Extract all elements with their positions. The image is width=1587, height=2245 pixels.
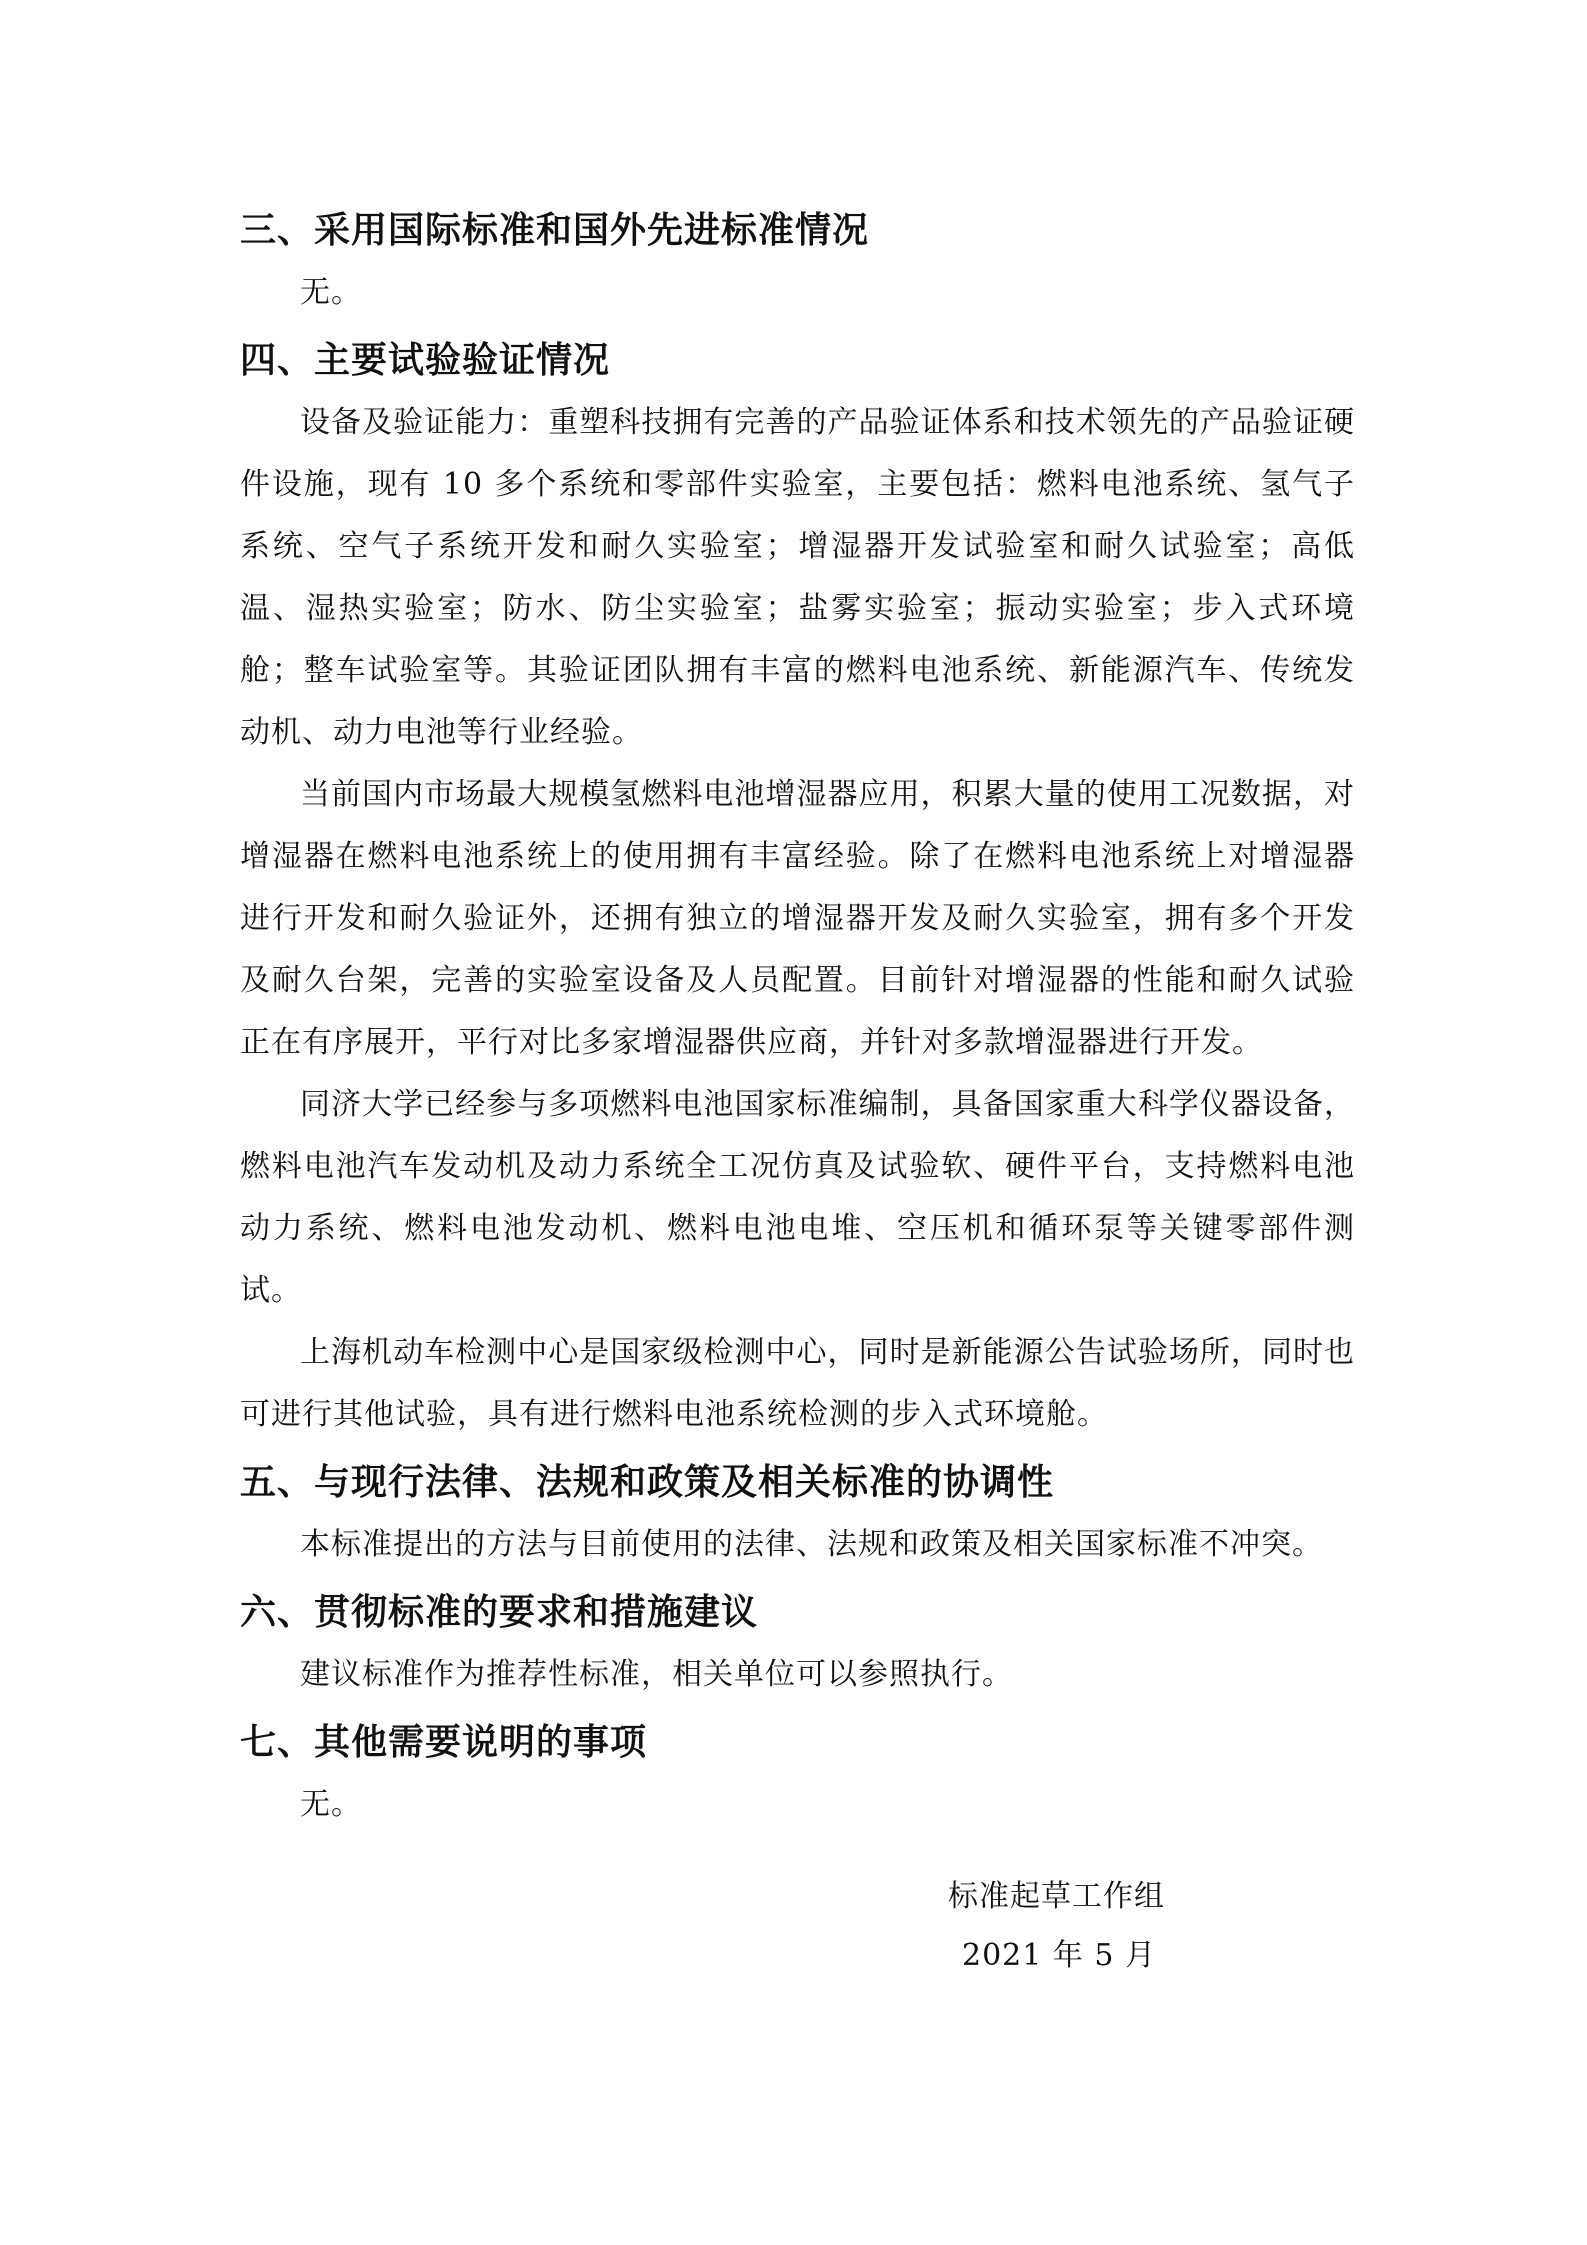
- section-3-paragraph-1: 无。: [300, 275, 362, 310]
- section-4-paragraph-2: 当前国内市场最大规模氢燃料电池增湿器应用，积累大量的使用工况数据，对增湿器在燃料电池系统上的使用拥有丰富经验。除了在燃料电池系统上对增湿器进行开发和耐久验证外，还拥有独立的增湿器开发及耐久实验室，拥有多个开发及耐久台架，完善的实验室设备及人员配置。目前针对增湿器的性能和耐久试验正在有序展开，平行对比多家增湿器供应商，并针对多款增湿器进行开发。: [240, 777, 1355, 1060]
- section-heading-7: 七、其他需要说明的事项: [240, 1722, 648, 1763]
- section-4-paragraph-3: 同济大学已经参与多项燃料电池国家标准编制，具备国家重大科学仪器设备，燃料电池汽车发动机及动力系统全工况仿真及试验软、硬件平台，支持燃料电池动力系统、燃料电池发动机、燃料电池电堆、空压机和循环泵等关键零部件测试。: [240, 1087, 1355, 1308]
- section-4-paragraph-4: 上海机动车检测中心是国家级检测中心，同时是新能源公告试验场所，同时也可进行其他试验，具有进行燃料电池系统检测的步入式环境舱。: [240, 1335, 1355, 1432]
- section-5-paragraph-1: 本标准提出的方法与目前使用的法律、法规和政策及相关国家标准不冲突。: [300, 1527, 1323, 1562]
- section-heading-4: 四、主要试验验证情况: [240, 340, 611, 381]
- section-heading-5: 五、与现行法律、法规和政策及相关标准的协调性: [240, 1462, 1055, 1503]
- section-heading-6: 六、贯彻标准的要求和措施建议: [240, 1592, 759, 1633]
- document-body: [240, 200, 1355, 1836]
- signature-organization: 标准起草工作组: [948, 1879, 1165, 1914]
- signature-date: 2021 年 5 月: [962, 1938, 1157, 1973]
- section-4-paragraph-1: 设备及验证能力：重塑科技拥有完善的产品验证体系和技术领先的产品验证硬件设施，现有 10 多个系统和零部件实验室，主要包括：燃料电池系统、氢气子系统、空气子系统开发和耐久实验室；增湿器开发试验室和耐久试验室；高低温、湿热实验室；防水、防尘实验室；盐雾实验室；振动实验室；步入式环境舱；整车试验室等。其验证团队拥有丰富的燃料电池系统、新能源汽车、传统发动机、动力电池等行业经验。: [240, 405, 1355, 750]
- section-heading-3: 三、采用国际标准和国外先进标准情况: [240, 210, 870, 251]
- section-7-paragraph-1: 无。: [300, 1787, 362, 1822]
- section-6-paragraph-1: 建议标准作为推荐性标准，相关单位可以参照执行。: [300, 1657, 1013, 1692]
